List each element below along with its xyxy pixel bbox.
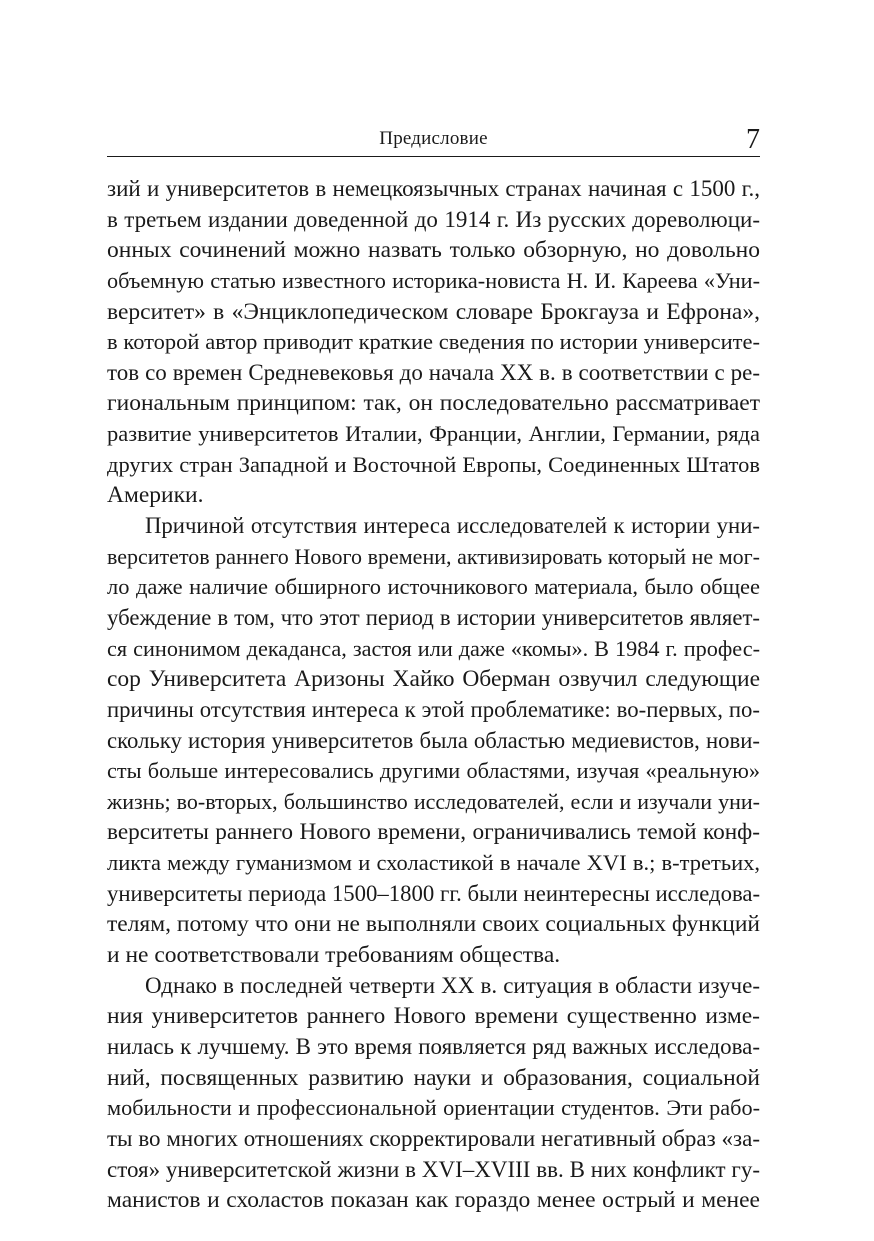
text-line: скольку история университетов была областью медиевистов, нови- [107,727,760,753]
text-line: развитие университетов Италии, Франции, Англии, Германии, ряда [107,421,760,447]
text-line: Однако в последней четверти XX в. ситуация в области изуче- [145,972,760,998]
text-line: тов со времен Средневековья до начала XX в. в соответствии с ре- [107,359,760,385]
text-line: ся синонимом декаданса, застоя или даже «комы». В 1984 г. профес- [107,635,760,661]
text-line: в которой автор приводит краткие сведения по истории университе- [107,329,760,355]
text-line: гиональным принципом: так, он последовательно рассматривает [107,390,760,417]
text-line: объемную статью известного историка-нoвиста Н. И. Кареева «Уни- [107,267,760,293]
body-text [107,174,760,1216]
text-line: ликта между гуманизмом и схоластикой в начале XVI в.; в-третьих, [107,850,760,876]
text-line: ния университетов раннего Нового времени существенно изме- [107,1003,760,1030]
page-number: 7 [746,124,760,155]
text-line: онных сочинений можно назвать только обзорную, но довольно [107,237,760,264]
text-line: зий и университетов в немецкоязычных странах начиная с 1500 г., [107,176,760,201]
text-line: мобильности и профессиональной ориентации студентов. Эти рабо- [107,1095,760,1121]
text-line: других стран Западной и Восточной Европы, Соединенных Штатов [107,451,760,477]
text-line: сор Университета Аризоны Хайко Оберман озвучил следующие [107,666,760,693]
text-line: в третьем издании доведенной до 1914 г. Из русских дореволюци- [107,206,760,232]
text-line: манистов и схоластов показан как гораздо менее острый и менее [107,1187,760,1214]
text-line: жизнь; во-вторых, большинство исследователей, если и изучали уни- [107,788,760,814]
text-line: университеты периода 1500–1800 гг. были неинтересны исследова- [107,880,760,906]
text-line: ний, посвященных развитию науки и образования, социальной [107,1064,760,1091]
text-line: ло даже наличие обширного источникового материала, было общее [107,574,760,600]
text-line: нилась к лучшему. В это время появляется ряд важных исследова- [107,1033,760,1059]
text-line: верситеты раннего Нового времени, ограничивались темой конф- [107,819,760,846]
text-line: Причиной отсутствия интереса исследователей к истории уни- [145,513,760,539]
text-line: и не соответствовали требованиям общества. [107,942,561,969]
text-line: Америки. [107,482,204,509]
running-title: Предисловие [379,128,488,149]
text-line: верситетов раннего Нового времени, активизировать который не мог- [107,543,760,569]
text-line: ты во многих отношениях скорректировали негативный образ «за- [107,1125,760,1151]
text-line: верситет» в «Энциклопедическом словаре Брокгауза и Ефрона», [107,298,760,325]
text-line: стоя» университетской жизни в XVI–XVIII вв. В них конфликт гу- [107,1156,760,1182]
text-line: сты больше интересовались другими областями, изучая «реальную» [107,758,760,784]
text-line: причины отсутствия интереса к этой проблематике: во-первых, по- [107,696,760,722]
text-line: телям, потому что они не выполняли своих социальных функций [107,911,760,938]
text-line: убеждение в том, что этот период в истории университетов являет- [107,604,760,630]
running-head [107,120,760,157]
